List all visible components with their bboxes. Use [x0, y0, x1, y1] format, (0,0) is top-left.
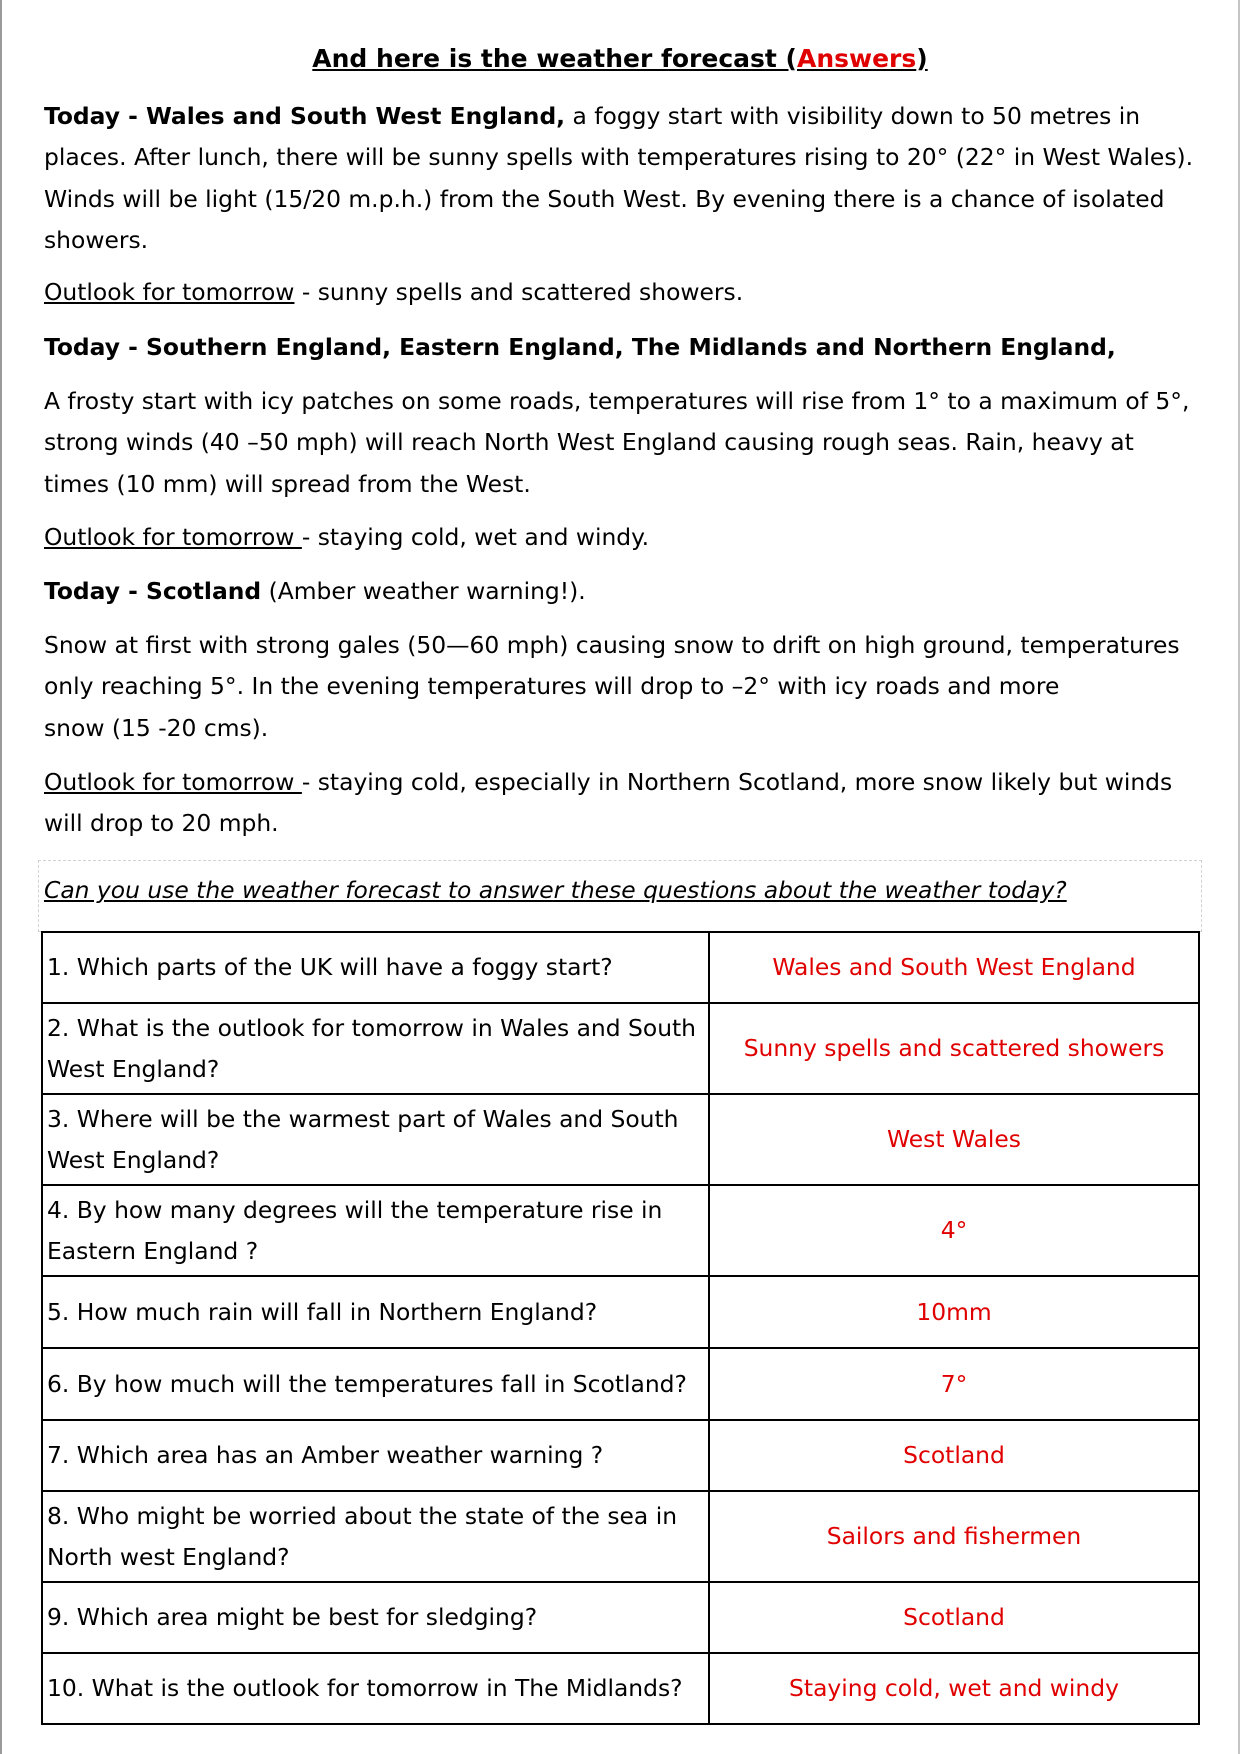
forecast-scotland-heading: Today - Scotland — [44, 577, 262, 605]
answer-cell: Wales and South West England — [709, 932, 1199, 1003]
table-row — [42, 1582, 1199, 1653]
outlook-wales-text: - sunny spells and scattered showers. — [294, 278, 744, 306]
question-cell: 4. By how many degrees will the temperature rise in Eastern England ? — [42, 1185, 709, 1276]
forecast-england-heading: Today - Southern England, Eastern England, The Midlands and Northern England, — [44, 333, 1116, 361]
outlook-england — [44, 517, 1194, 558]
question-cell: 5. How much rain will fall in Northern England? — [42, 1276, 709, 1348]
page-title — [0, 44, 1240, 73]
questions-table — [41, 931, 1200, 1725]
question-cell: 6. By how much will the temperatures fall in Scotland? — [42, 1348, 709, 1420]
forecast-scotland-body — [44, 625, 1194, 749]
forecast-england-heading-line — [44, 327, 1194, 368]
forecast-wales-heading: Today - Wales and South West England, — [44, 102, 566, 130]
question-cell: 7. Which area has an Amber weather warning ? — [42, 1420, 709, 1491]
answer-cell: West Wales — [709, 1094, 1199, 1185]
answer-cell: Staying cold, wet and windy — [709, 1653, 1199, 1724]
forecast-scotland-body-line1: Snow at first with strong gales (50—60 mph) causing snow to drift on high ground, temperatures only reaching 5°. In the evening temperatures will drop to –2° with icy roads and more — [44, 631, 1180, 701]
answer-cell: 10mm — [709, 1276, 1199, 1348]
answer-cell: Sunny spells and scattered showers — [709, 1003, 1199, 1094]
title-main: And here is the weather forecast ( — [312, 44, 797, 73]
outlook-wales-label: Outlook for tomorrow — [44, 278, 295, 306]
title-answers: Answers — [796, 44, 917, 73]
table-row — [42, 1653, 1199, 1724]
answer-cell: Sailors and fishermen — [709, 1491, 1199, 1582]
forecast-wales-body: a foggy start with visibility down to 50 metres in places. After lunch, there will be sunny spells with temperatures rising to 20° (22° in West Wales). Winds will be light (15/20 m.p.h.) from the South West. By evening there is a chance of isolated showers. — [44, 102, 1194, 254]
outlook-england-text: - staying cold, wet and windy. — [301, 523, 650, 551]
answer-cell: Scotland — [709, 1582, 1199, 1653]
table-row — [42, 1276, 1199, 1348]
table-row — [42, 1348, 1199, 1420]
question-cell: 2. What is the outlook for tomorrow in Wales and South West England? — [42, 1003, 709, 1094]
question-cell: 9. Which area might be best for sledging? — [42, 1582, 709, 1653]
outlook-scotland-label: Outlook for tomorrow — [44, 768, 302, 796]
title-close: ) — [916, 44, 928, 73]
outlook-england-label: Outlook for tomorrow — [44, 523, 302, 551]
outlook-scotland-text: - staying cold, especially in Northern Scotland, more snow likely but winds will drop to 20 mph. — [44, 768, 1173, 838]
table-row — [42, 1003, 1199, 1094]
table-row — [42, 932, 1199, 1003]
question-cell: 3. Where will be the warmest part of Wales and South West England? — [42, 1094, 709, 1185]
outlook-scotland — [44, 762, 1194, 845]
forecast-scotland-body-line2: snow (15 -20 cms). — [44, 713, 269, 742]
answer-cell: 7° — [709, 1348, 1199, 1420]
question-cell: 8. Who might be worried about the state of the sea in North west England? — [42, 1491, 709, 1582]
questions-heading: Can you use the weather forecast to answer these questions about the weather today? — [44, 876, 1067, 904]
outlook-wales — [44, 272, 1194, 313]
table-row — [42, 1491, 1199, 1582]
question-cell: 10. What is the outlook for tomorrow in The Midlands? — [42, 1653, 709, 1724]
forecast-england-body: A frosty start with icy patches on some roads, temperatures will rise from 1° to a maximum of 5°, strong winds (40 –50 mph) will reach North West England causing rough seas. Rain, heavy at times (10 mm) will spread from the West. — [44, 387, 1190, 498]
table-row — [42, 1185, 1199, 1276]
page-border-left — [0, 0, 2, 1754]
forecast-scotland-note: (Amber weather warning!). — [261, 577, 586, 605]
forecast-scotland-heading-line — [44, 571, 1194, 612]
answer-cell: 4° — [709, 1185, 1199, 1276]
question-cell: 1. Which parts of the UK will have a foggy start? — [42, 932, 709, 1003]
table-row — [42, 1420, 1199, 1491]
forecast-wales-paragraph — [44, 96, 1194, 261]
answer-cell: Scotland — [709, 1420, 1199, 1491]
table-row — [42, 1094, 1199, 1185]
